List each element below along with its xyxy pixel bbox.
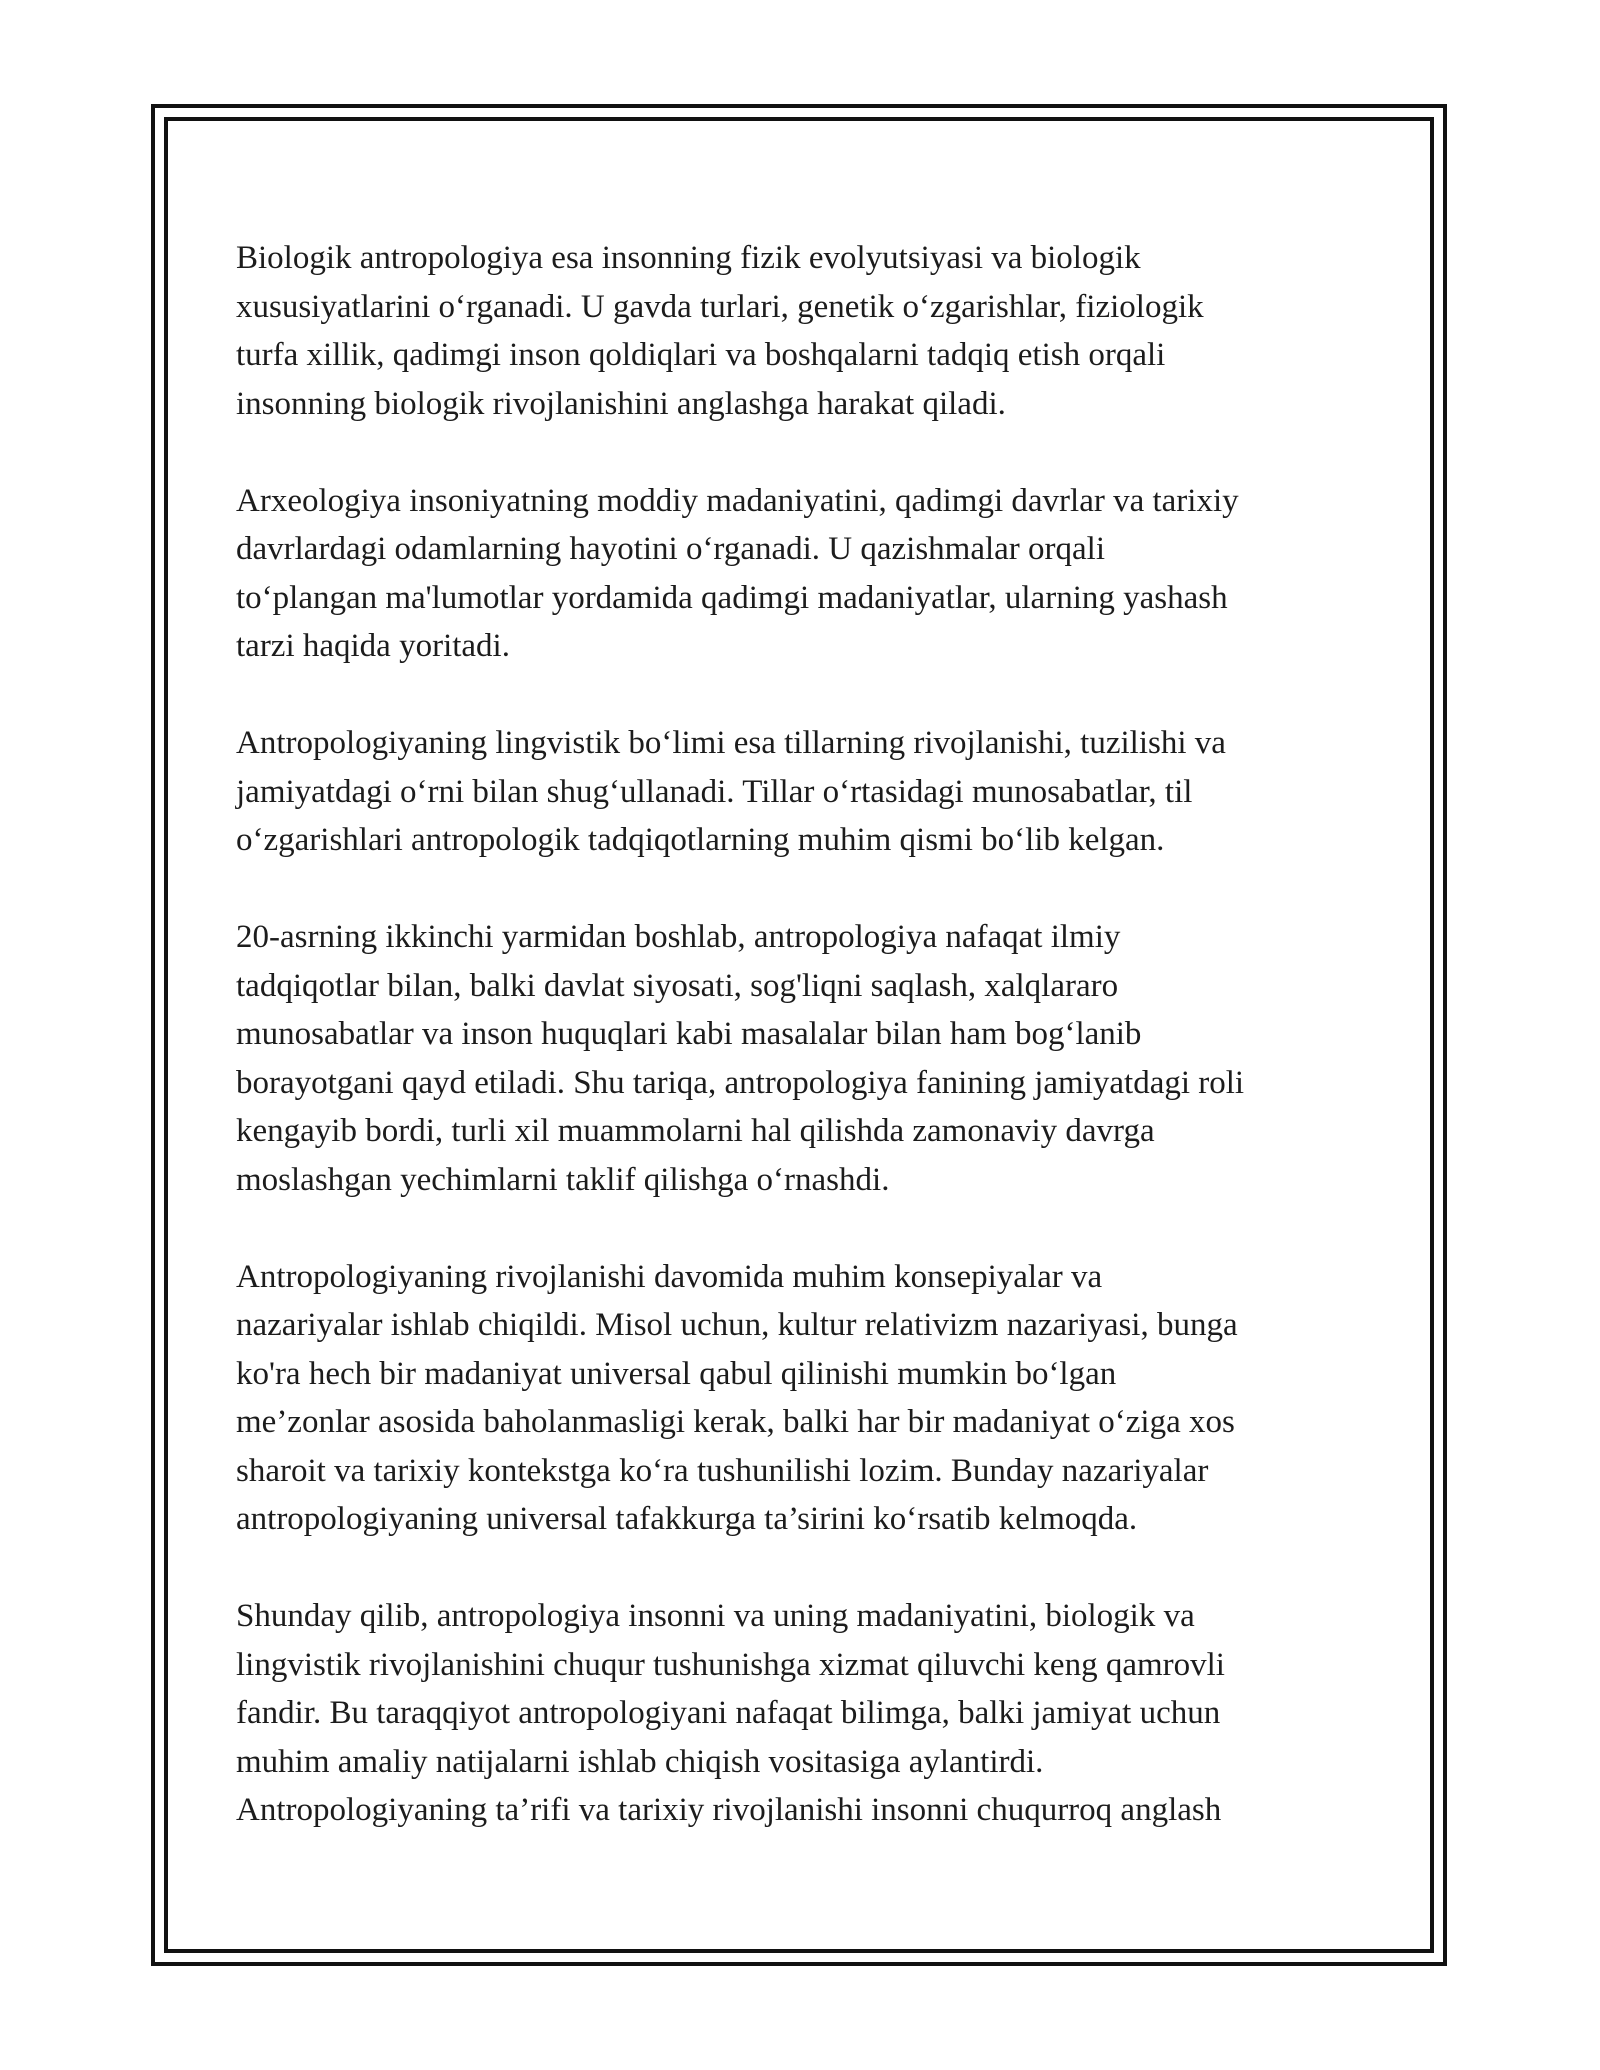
text-line: insonning biologik rivojlanishini anglashga harakat qiladi. — [236, 385, 1006, 422]
paragraph-archaeology — [236, 477, 1376, 671]
text-line: antropologiyaning universal tafakkurga ta’sirini ko‘rsatib kelmoqda. — [236, 1501, 1138, 1537]
text-line: davrlardagi odamlarning hayotini o‘rganadi. U qazishmalar orqali — [236, 531, 1106, 567]
text-line: 20-asrning ikkinchi yarmidan boshlab, antropologiya nafaqat ilmiy — [236, 919, 1121, 955]
text-line: moslashgan yechimlarni taklif qilishga o‘rnashdi. — [236, 1161, 890, 1198]
text-line: borayotgani qayd etiladi. Shu tariqa, antropologiya fanining jamiyatdagi roli — [236, 1064, 1245, 1101]
text-line: fandir. Bu taraqqiyot antropologiyani nafaqat bilimga, balki jamiyat uchun — [236, 1695, 1221, 1731]
text-line: muhim amaliy natijalarni ishlab chiqish vositasiga aylantirdi. — [236, 1743, 1044, 1780]
text-line: kengayib bordi, turli xil muammolarni hal qilishda zamonaviy davrga — [236, 1113, 1155, 1149]
text-line: Biologik antropologiya esa insonning fizik evolyutsiyasi va biologik — [236, 240, 1141, 276]
paragraph-biological-anthropology — [236, 234, 1376, 428]
paragraph-conclusion — [236, 1592, 1376, 1835]
text-line: me’zonlar asosida baholanmasligi kerak, balki har bir madaniyat o‘ziga xos — [236, 1404, 1235, 1440]
text-line: tadqiqotlar bilan, balki davlat siyosati, sog'liqni saqlash, xalqlararo — [236, 967, 1119, 1004]
text-line: ko'ra hech bir madaniyat universal qabul qilinishi mumkin bo‘lgan — [236, 1355, 1117, 1392]
paragraph-20th-century — [236, 913, 1376, 1204]
text-line: Antropologiyaning rivojlanishi davomida muhim konsepiyalar va — [236, 1258, 1103, 1295]
paragraph-linguistic — [236, 719, 1376, 865]
text-line: o‘zgarishlari antropologik tadqiqotlarning muhim qismi bo‘lib kelgan. — [236, 822, 1165, 858]
text-line: turfa xillik, qadimgi inson qoldiqlari va boshqalarni tadqiq etish orqali — [236, 337, 1166, 373]
text-line: nazariyalar ishlab chiqildi. Misol uchun, kultur relativizm nazariyasi, bunga — [236, 1307, 1238, 1343]
text-line: jamiyatdagi o‘rni bilan shug‘ullanadi. Tillar o‘rtasidagi munosabatlar, til — [236, 773, 1193, 810]
text-line: xususiyatlarini o‘rganadi. U gavda turlari, genetik o‘zgarishlar, fiziologik — [236, 288, 1204, 325]
text-line: Antropologiyaning lingvistik bo‘limi esa tillarning rivojlanishi, tuzilishi va — [236, 725, 1226, 761]
text-line: tarzi haqida yoritadi. — [236, 628, 510, 664]
text-line: to‘plangan ma'lumotlar yordamida qadimgi madaniyatlar, ularning yashash — [236, 579, 1228, 616]
paragraph-concepts-theories — [236, 1253, 1376, 1544]
text-line: Antropologiyaning ta’rifi va tarixiy rivojlanishi insonni chuqurroq anglash — [236, 1792, 1222, 1828]
document-body — [236, 234, 1376, 1835]
text-line: Shunday qilib, antropologiya insonni va uning madaniyatini, biologik va — [236, 1598, 1195, 1634]
text-line: munosabatlar va inson huquqlari kabi masalalar bilan ham bog‘lanib — [236, 1016, 1142, 1052]
text-line: lingvistik rivojlanishini chuqur tushunishga xizmat qiluvchi keng qamrovli — [236, 1646, 1225, 1683]
text-line: sharoit va tarixiy kontekstga ko‘ra tushunilishi lozim. Bunday nazariyalar — [236, 1452, 1209, 1489]
text-line: Arxeologiya insoniyatning moddiy madaniyatini, qadimgi davrlar va tarixiy — [236, 482, 1239, 519]
